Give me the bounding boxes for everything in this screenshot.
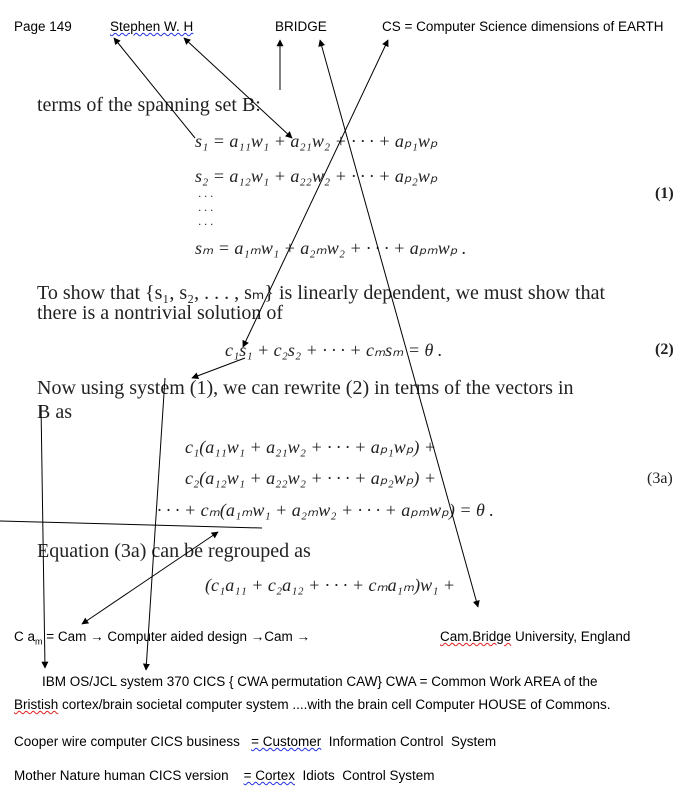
equation-3a-line: · · · + cₘ(a₁ₘw₁ + a₂ₘw₂ + · · · + aₚₘwₚ) = θ . [157, 500, 494, 520]
paragraph-line: Now using system (1), we can rewrite (2) in terms of the vectors in [37, 377, 574, 399]
arrow-to-system [192, 358, 245, 378]
paragraph-line: To show that {s₁, s₂, . . . , sₘ} is linearly dependent, we must show that [37, 282, 606, 304]
cooper-rest: Information Control System [321, 734, 497, 749]
arrow-bridge-to-cambridge [320, 40, 478, 607]
cambridge-word: Cam.Bridge [440, 629, 512, 644]
page-number: Page 149 [14, 19, 72, 34]
system1-dots: · · · [198, 203, 213, 217]
system1-dots: · · · [198, 217, 213, 231]
arrow-to-stephen [114, 38, 195, 138]
arrow-cs-to-c1s1 [243, 40, 388, 347]
cooper-underlined: = Customer [251, 734, 322, 749]
system1-eq-s1: s₁ = a₁₁w₁ + a₂₁w₂ + · · · + aₚ₁wₚ [195, 131, 438, 151]
paragraph-line: there is a nontrivial solution of [37, 302, 284, 324]
ibm-line: IBM OS/JCL system 370 CICS { CWA permutation CAW} CWA = Common Work AREA of the [42, 674, 598, 689]
mother-prefix: Mother Nature human CICS version [14, 768, 244, 783]
cam-subscript: m [35, 636, 43, 647]
equation-3a-line: c₂(a₁₂w₁ + a₂₂w₂ + · · · + aₚ₂wₚ) + [185, 468, 437, 488]
mother-rest: Idiots Control System [295, 768, 435, 783]
cs-definition: CS = Computer Science dimensions of EARTH [382, 19, 664, 34]
underline-cm [0, 521, 262, 528]
equation-label-1: (1) [655, 185, 674, 202]
equation-label-3a: (3a) [647, 470, 673, 487]
scan-intro: terms of the spanning set B: [37, 94, 261, 116]
equation-3a-line: c₁(a₁₁w₁ + a₂₁w₂ + · · · + aₚ₁wₚ) + [185, 437, 437, 457]
arrow-system-to-ibm [146, 378, 165, 670]
cam-prefix: C a [14, 629, 36, 644]
author-name: Stephen W. H [110, 19, 194, 34]
bridge-label: BRIDGE [275, 19, 327, 34]
arrow-wh-to-w1 [184, 38, 292, 138]
cooper-prefix: Cooper wire computer CICS business [14, 734, 252, 749]
system1-dots: · · · [198, 189, 213, 203]
equation-label-2: (2) [655, 341, 674, 358]
cam-rest: = Cam → Computer aided design →Cam → [42, 629, 310, 644]
bristish-rest: cortex/brain societal computer system ....with the brain cell Computer HOUSE of Commons. [58, 697, 611, 712]
arrow-b-to-ibm [41, 405, 45, 668]
equation-2: c₁s₁ + c₂s₂ + · · · + cₘsₘ = θ . [225, 340, 443, 360]
mother-underlined: = Cortex [243, 768, 295, 783]
cambridge-rest: University, England [511, 629, 631, 644]
paragraph-line: Equation (3a) can be regrouped as [37, 540, 311, 562]
system1-eq-s2: s₂ = a₁₂w₁ + a₂₂w₂ + · · · + aₚ₂wₚ [195, 166, 438, 186]
equation-regroup: (c₁a₁₁ + c₂a₁₂ + · · · + cₘa₁ₘ)w₁ + [205, 575, 456, 595]
bristish-word: Bristish [14, 697, 59, 712]
paragraph-line: B as [37, 401, 72, 423]
system1-eq-sm: sₘ = a₁ₘw₁ + a₂ₘw₂ + · · · + aₚₘwₚ . [195, 238, 467, 258]
